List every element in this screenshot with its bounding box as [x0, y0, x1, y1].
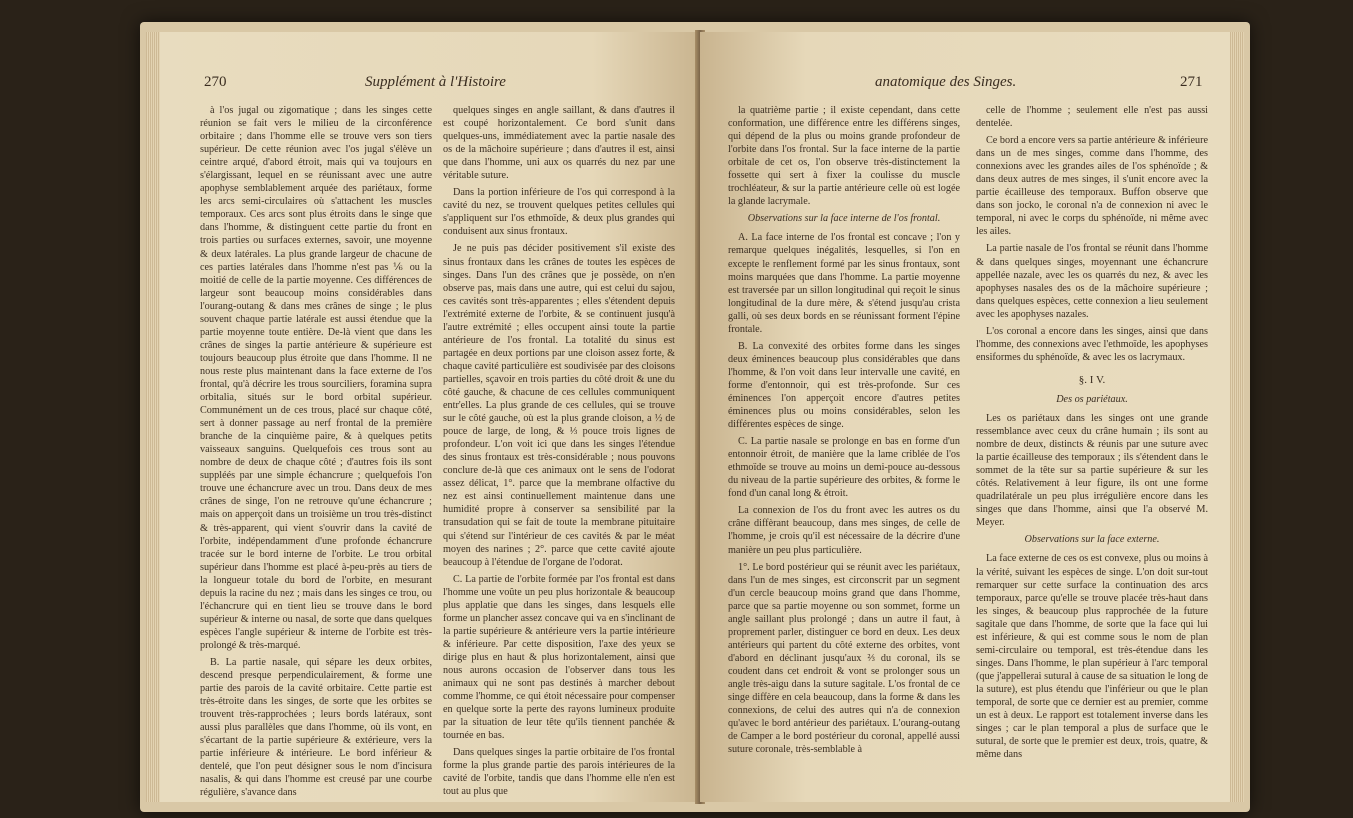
paragraph: La connexion de l'os du front avec les autres os du crâne diffèrant beaucoup, dans mes singes, de celle de l'homme, je crois qu'il est nécessaire de la décrire d'une manière un peu plus particulière. [728, 505, 960, 556]
paragraph: Je ne puis pas décider positivement s'il existe des sinus frontaux dans les crânes de toutes les espèces de singes. Dans l'un des crânes que je possède, on n'en observe pas, mais dans une autre, qui est celui du sajou, ces cavités sont très-apparentes ; elles s'étendent depuis l'extrémité externe de l'orbite, & se continuent jusqu'à l'autre extrémité ; elles occupent ainsi toute la partie antérieure de l'os frontal. La totalité du sinus est partagée en deux portions par une cloison assez forte, & chaque cavité particulière est soudivisée par des cloisons partielles, sçavoir en trois parties du côté droit & une du côté gauche, & chacune de ces cellules communiquent entr'elles. La plus grande de ces cellules, qui se trouve sur le côté gauche, où est la plus grande cloison, a ½ de pouce de large, de long, & ⅓ pouce trois lignes de profondeur. L'on voit ici que dans les singes l'étendue des sinus frontaux est très-considérable ; nous pouvons conclure de-là que ces animaux ont le sens de l'odorat assez délicat, 1°. parce que la membrane olfactive du nez est ainsi continuellement maintenue dans une humidité propre à conserver sa sensibilité par la transudation qui se fait de toute la membrane pituitaire qui s'étend sur l'intérieur de ces cavités & par le méat moyen des narines ; 2°. parce que cette cavité ajoute beaucoup à l'étendue de l'organe de l'odorat. [443, 243, 675, 568]
right-page [700, 32, 1230, 802]
page-number-right: 271 [1180, 74, 1203, 90]
page-edges-left [146, 32, 160, 802]
paragraph: B. La partie nasale, qui sépare les deux orbites, descend presque perpendiculairement, & forme une partie des parois de la cavité orbitaire. Cette partie est très-étroite dans les singes, de sorte que les orbites se trouvent très-rapprochées ; leurs bords latéraux, sont aussi plus parallèles que dans l'homme, où ils vont, en s'écartant de la partie supérieure & extérieure, vers la partie inférieure & intérieure. Le bord inférieur & dentelé, que l'on peut désigner sous le nom d'incisura nasalis, & qui dans l'homme est creusé par une courbe régulière, s'avance dans [200, 656, 432, 799]
section-subheading: Des os pariétaux. [1056, 393, 1128, 405]
observation-heading: Observations sur la face externe. [1024, 534, 1160, 546]
paragraph: à l'os jugal ou zigomatique ; dans les singes cette réunion se fait vers le milieu de la circonférence orbitaire ; dans l'homme elle se trouve vers son tiers supérieur. De cette réunion avec l'os jugal s'élève un ceintre arqué, d'abord étroit, mais qui va toujours en s'élargissant, lequel en se réunissant avec une autre apophyse semblablement arquée des pariétaux, forme les arcs semi-circulaires où s'attachent les muscles temporaux. Ces arcs sont plus étroits dans le singe que dans l'homme, & distinguent cette partie du front en trois parties ou surfaces externes, savoir, une moyenne & deux latérales. La plus grande largeur de chacune de ces parties latérales dans l'homme n'est pas ⅙ ou la moitié de celle de la partie moyenne. Ces différences de largeur sont beaucoup moins considérables dans l'ourang-outang & dans mes crânes de singe ; le plus souvent chaque partie latérale est aussi étendue que la partie moyenne toute entière. De-là vient que dans les crânes de singes la partie antérieure & supérieure est toujours beaucoup plus étroite que dans l'homme. Il ne nous reste plus maintenant dans la face externe de l'os frontal, qu'à décrire les trous sourciliers, foramina supra orbitalia, situés sur le bord orbital supérieur. Communément un de ces trous, placé sur chaque côté, sert à donner passage au nerf frontal de la première branche de la cinquième paire, & à quelques petits vaisseaux sanguins. Quelquefois ces trous sont au nombre de deux de chaque côté ; d'autres fois ils sont suppléés par une simple échancrure ; quelquefois l'on trouve une échancrure avec un trou. Dans deux de mes crânes de singe, l'on ne retrouve qu'une échancrure ; mais on apperçoit dans un troisième un trou très-distinct & très-apparent, qui vient s'ouvrir dans la cavité de l'orbite, indépendamment d'une profonde échancrure tracée sur le bord interne de l'orbite. Le trou orbital supérieur dans l'homme est placé à-peu-près au tiers de la longueur totale du bord de l'orbite, en mesurant depuis la racine du nez ; mais dans les singes ce trou, ou l'échancrure qui en tient lieu se trouve dans le bord supérieur & interne ou nasal, de sorte que dans quelques espèces l'angle supérieur & interne de l'orbite est très-prolongé & très-marqué. [200, 105, 432, 651]
page-edges-right [1230, 32, 1244, 802]
right-column-1 [728, 104, 960, 756]
paragraph: A. La face interne de l'os frontal est concave ; l'on y remarque quelques inégalités, lesquelles, si l'on en excepte le renflement formé par les sinus frontaux, sont moins marquées que dans l'homme. La partie moyenne est traversée par un sillon longitudinal qui reçoit le sinus longitudinal de la dure mère, & s'étend jusqu'au crista galli, où ses deux bords en se réunissant forment l'épine frontale. [728, 232, 960, 335]
section-heading: §. I V. [1078, 373, 1106, 386]
paragraph: L'os coronal a encore dans les singes, ainsi que dans l'homme, des connexions avec l'ethmoïde, les apophyses ensiformes du sphénoïde, & avec les os lacrymaux. [976, 325, 1208, 363]
paragraph: 1°. Le bord postérieur qui se réunit avec les pariétaux, dans l'un de mes singes, est circonscrit par un segment d'un cercle beaucoup moins grand que dans l'homme, parce que sa partie moyenne ou son sommet, forme un angle saillant plus prolongé ; dans un autre il faut, à proprement parler, distinguer ce bord en deux. Les deux antérieurs qui partent du côté externe des orbites, vont d'abord en déclinant jusqu'aux ⅔ du coronal, ils se coudent dans cet endroit & vont se prolonger sous un angle très-aigu dans la suture sagitale. L'os frontal de ce singe diffère en cela beaucoup, dans la forme & dans les connexions, de celui des autres qui n'a de connexion qu'avec le bord antérieur des pariétaux. L'ourang-outang de Camper a le bord postérieur du coronal, appellé aussi suture coronale, très-semblable à [728, 561, 960, 756]
left-column-2 [443, 104, 675, 798]
paragraph: la quatrième partie ; il existe cependant, dans cette conformation, une différence entre les différens singes, qui dépend de la plus ou moins grande profondeur de l'orbite dans l'os frontal. Sur la face interne de la partie orbitale de cet os, l'on observe très-distinctement la fossette qui sert à fixer la coulisse du muscle trochléateur, & sur la partie antérieure celle où est logée la glande lacrymale. [728, 105, 960, 208]
paragraph: La partie nasale de l'os frontal se réunit dans l'homme & dans quelques singes, moyennant une échancrure appellée nazale, avec les os quarrés du nez, & avec les apophyses nasales des os de la mâchoire supérieure ; dans quelques espèces, cette connexion a lieu seulement avec les apophyses nazales. [976, 243, 1208, 320]
left-page [160, 32, 700, 802]
paragraph: Dans la portion inférieure de l'os qui correspond à la cavité du nez, se trouvent quelques petites cellules qui s'appliquent sur l'os ethmoïde, & deux plus grandes qui conduisent aux sinus frontaux. [443, 187, 675, 238]
running-head-left: Supplément à l'Histoire [365, 74, 506, 90]
paragraph: celle de l'homme ; seulement elle n'est pas aussi dentelée. [976, 105, 1208, 130]
running-head-right: anatomique des Singes. [875, 74, 1017, 90]
page-number-left: 270 [204, 74, 227, 90]
paragraph: Les os pariétaux dans les singes ont une grande ressemblance avec ceux du crâne humain ; ils sont au nombre de deux, distincts & réunis par une suture avec la partie écailleuse des temporaux ; ils s'étendent dans le sommet de la tête sur sa partie supérieure & sur les côtés. Relativement à leur figure, ils ont une forme quadrilatérale un peu plus irrégulière encore dans les singes que dans l'homme, ainsi que l'a observé M. Meyer. [976, 412, 1208, 529]
paragraph: quelques singes en angle saillant, & dans d'autres il est coupé horizontalement. Ce bord s'unit dans quelques-uns, immédiatement avec la partie nasale des os de la mâchoire supérieure ; dans d'autres il est, ainsi que dans l'homme, uni aux os quarrés du nez par une véritable suture. [443, 105, 675, 182]
observation-heading: Observations sur la face interne de l'os frontal. [747, 213, 941, 225]
paragraph: Ce bord a encore vers sa partie antérieure & inférieure dans un de mes singes, comme dans l'homme, des connexions avec les grandes ailes de l'os sphénoïde ; & dans deux autres de mes singes, il s'unit encore avec la partie écailleuse des temporaux. Buffon observe que dans son jocko, le coronal n'a de connexion ni avec le temporal, ni avec le corps du sphénoïde, ni même avec les ailes. [976, 135, 1208, 238]
left-column-1 [200, 104, 432, 799]
paragraph: C. La partie nasale se prolonge en bas en forme d'un entonnoir étroit, de manière que la lame criblée de l'os ethmoïde se trouve au moins un demi-pouce au-dessous du niveau de la partie supérieure des orbites, & forme le fond d'un canal long & étroit. [728, 436, 960, 500]
right-column-2 [976, 104, 1208, 761]
open-book [140, 22, 1250, 812]
paragraph: C. La partie de l'orbite formée par l'os frontal est dans l'homme une voûte un peu plus horizontale & beaucoup plus applatie que dans les singes, dans lesquels elle forme un plancher assez concave qui va en s'inclinant de la partie supérieure & antérieure vers la partie intérieure & inférieure. Par cette disposition, l'axe des yeux se dirige plus en haut & plus horizontalement, ainsi que nous aurons occasion de l'observer dans tous les animaux qui ne sont pas destinés à marcher debout comme l'homme, ce qui étoit nécessaire pour compenser en quelque sorte la perte des rayons lumineux produite par la situation de leur tête qu'ils tiennent panchée & tournée en bas. [443, 573, 675, 742]
paragraph: Dans quelques singes la partie orbitaire de l'os frontal forme la plus grande partie des parois intérieures de la cavité de l'orbite, tandis que dans l'homme elle n'en est tout au plus que [443, 747, 675, 798]
paragraph: B. La convexité des orbites forme dans les singes deux éminences beaucoup plus considérables que dans l'homme, & l'on voit dans leur intervalle une cavité, en forme d'entonnoir, qui est très-profonde. Sur ces éminences l'on apperçoit encore d'autres petites éminences plus ou moins considérables, selon les différentes espèces de singe. [728, 340, 960, 431]
paragraph: La face externe de ces os est convexe, plus ou moins à la vérité, suivant les espèces de singe. L'on doit sur-tout remarquer sur cette surface la continuation des arcs temporaux, parce qu'elle se trouve placée très-haut dans les singes, & beaucoup plus rapprochée de la future sagitale que dans l'homme, de sorte que la face qui lui est inférieure, & qui est comme sous le nom de plan semi-circulaire ou temporal, est très-étendue dans les singes. Dans l'homme, le plan supérieur à l'arc temporal (que j'appellerai sutural à cause de sa situation le long de la suture), est plus étendu que l'inférieur ou que le plan temporal, de sorte que ce dernier est au premier, comme un est à deux. Le rapport est totalement inverse dans les singes ; car le plan temporal a plus de surface que le sutural, de sorte que le premier est deux, trois, quatre, & même dans [976, 553, 1208, 761]
